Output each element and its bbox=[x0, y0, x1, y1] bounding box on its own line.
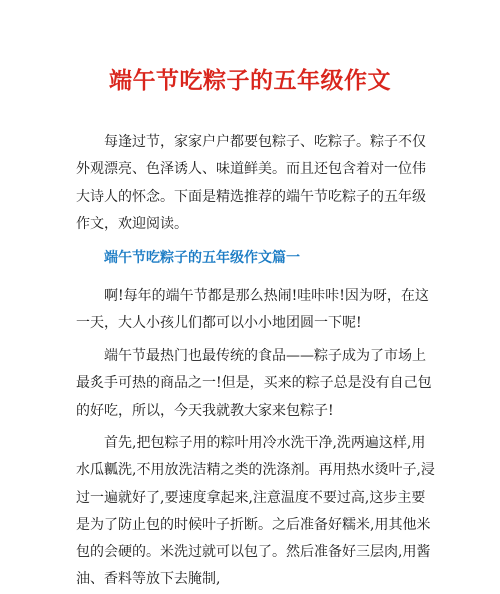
body-paragraph-2: 端午节最热门也最传统的食品——粽子成为了市场上最炙手可热的商品之一!但是，买来的粽子总是没有自己包的好吃，所以，今天我就教大家来包粽子! bbox=[76, 348, 432, 419]
intro-paragraph: 每逢过节，家家户户都要包粽子、吃粽子。粽子不仅外观漂亮、色泽诱人、味道鲜美。而且还包含着对一位伟大诗人的怀念。下面是精选推荐的端午节吃粽子的五年级作文，欢迎阅读。 bbox=[76, 134, 426, 232]
section-heading[interactable]: 端午节吃粽子的五年级作文篇一 bbox=[104, 250, 300, 266]
body-paragraph-3: 首先,把包粽子用的粽叶用冷水洗干净,洗两遍这样,用水瓜瓤洗,不用放洗洁精之类的洗涤剂。再用热水烫叶子,浸过一遍就好了,要速度拿起来,注意温度不要过高,这步主要是为了防止包的时候叶子折断。之后准备好糯米,用其他米包的会硬的。米洗过就可以包了。然后准备好三层肉,用酱油、香料等放下去腌制, bbox=[76, 435, 435, 588]
article-title: 端午节吃粽子的五年级作文 bbox=[109, 68, 391, 94]
body-paragraph-1: 啊!每年的端午节都是那么热闹!哇咔咔!因为呀，在这一天，大人小孩儿们都可以小小地团圆一下呢! bbox=[76, 288, 429, 332]
